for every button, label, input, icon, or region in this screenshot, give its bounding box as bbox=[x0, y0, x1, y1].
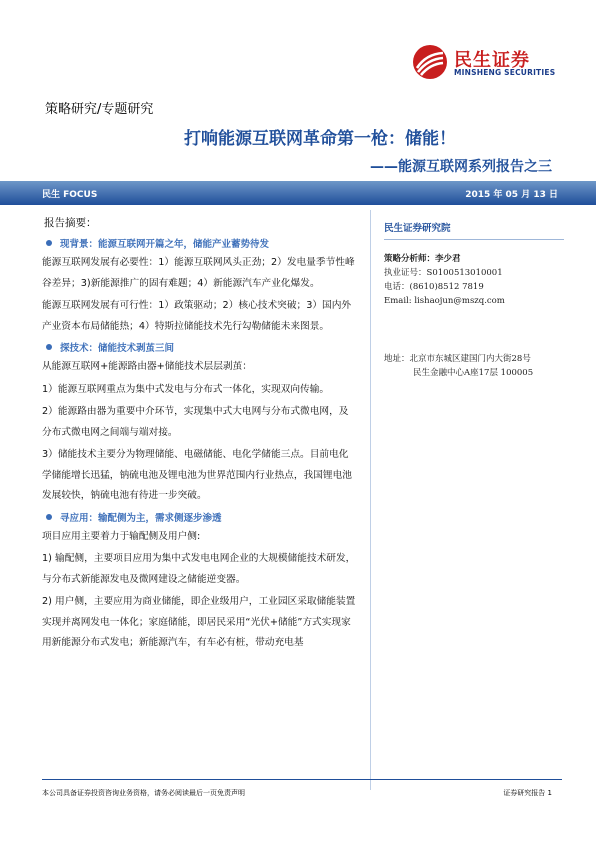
paragraph: 能源互联网发展有必要性：1）能源互联网风头正劲；2）发电量季节性峰谷差异；3)新能源推广的固有难题；4）新能源汽车产业化爆发。 bbox=[42, 257, 355, 289]
report-subtitle: ——能源互联网系列报告之三 bbox=[370, 159, 552, 175]
paragraph: 从能源互联网+能源路由器+储能技术层层剥茧： bbox=[42, 361, 252, 372]
paragraph: 项目应用主要着力于输配侧及用户侧: bbox=[42, 530, 201, 542]
report-summary bbox=[42, 215, 358, 654]
bullet-dot-icon bbox=[46, 344, 52, 350]
paragraph: 3）储能技术主要分为物理储能、电磁储能、电化学储能三点。目前电化学储能增长迅猛，钠硫电池及锂电池为世界范围内行业热点，我国锂电池发展较快，钠硫电池有待进一步突破。 bbox=[42, 449, 352, 501]
paragraph: 2）能源路由器为重要中介环节，实现集中式大电网与分布式微电网，及分布式微电网之间端与端对接。 bbox=[42, 406, 349, 438]
banner-date: 2015 年 05 月 13 日 bbox=[465, 190, 558, 200]
sidebar-heading: 民生证券研究院 bbox=[384, 220, 564, 240]
header-banner bbox=[0, 181, 596, 205]
summary-heading: 报告摘要： bbox=[44, 217, 97, 229]
section-title: 探技术：储能技术剥茧三间 bbox=[60, 343, 175, 354]
section-bullet-application bbox=[46, 510, 358, 524]
address-block bbox=[384, 352, 564, 380]
section-title: 现背景：能源互联网开篇之年，储能产业蓄势待发 bbox=[60, 239, 270, 250]
analyst-name: 策略分析师：李少君 bbox=[384, 254, 461, 264]
license-number: 执业证号：S0100513010001 bbox=[384, 268, 503, 278]
paragraph: 1）能源互联网重点为集中式发电与分布式一体化，实现双向传输。 bbox=[42, 383, 330, 395]
address-line: 地址：北京市东城区建国门内大街28号 bbox=[384, 354, 531, 364]
bullet-dot-icon bbox=[46, 240, 52, 246]
paragraph: 2) 用户侧，主要应用为商业储能，即企业级用户，工业园区采取储能装置实现并离网发电一体化；家庭储能，即居民采用“光伏+储能”方式实现家用新能源分布式发电；新能源汽车，有车必有桩，带动充电基 bbox=[42, 596, 356, 648]
footer-divider bbox=[42, 779, 562, 780]
section-bullet-background bbox=[46, 236, 358, 250]
paragraph: 1) 输配侧，主要项目应用为集中式发电电网企业的大规模储能技术研发，与分布式新能源发电及微网建设之储能逆变器。 bbox=[42, 553, 356, 585]
phone-number: 电话：(8610)8512 7819 bbox=[384, 282, 484, 292]
email-address[interactable]: Email: lishaojun@mszq.com bbox=[384, 296, 505, 306]
footer-page-info: 证券研究报告 1 bbox=[503, 789, 552, 797]
report-category: 策略研究/专题研究 bbox=[45, 102, 154, 117]
logo-chinese-name: 民生证券 bbox=[454, 50, 530, 71]
report-title: 打响能源互联网革命第一枪：储能！ bbox=[184, 129, 456, 149]
logo-english-name: MINSHENG SECURITIES bbox=[454, 68, 556, 77]
bullet-dot-icon bbox=[46, 514, 52, 520]
section-title: 寻应用：输配侧为主，需求侧逐步渗透 bbox=[60, 512, 222, 524]
minsheng-logo-icon bbox=[412, 44, 448, 80]
column-divider bbox=[370, 210, 371, 790]
paragraph: 能源互联网发展有可行性：1）政策驱动；2）核心技术突破；3）国内外产业资本布局储能热；4）特斯拉储能技术先行勾勒储能未来图景。 bbox=[42, 300, 352, 332]
section-bullet-technology bbox=[46, 340, 358, 354]
analyst-sidebar bbox=[384, 220, 564, 380]
footer-disclaimer: 本公司具备证券投资咨询业务资格，请务必阅读最后一页免责声明 bbox=[42, 789, 245, 797]
company-logo bbox=[412, 44, 562, 80]
address-line: 民生金融中心A座17层 100005 bbox=[413, 368, 534, 378]
banner-focus-label: 民生 FOCUS bbox=[42, 190, 98, 200]
